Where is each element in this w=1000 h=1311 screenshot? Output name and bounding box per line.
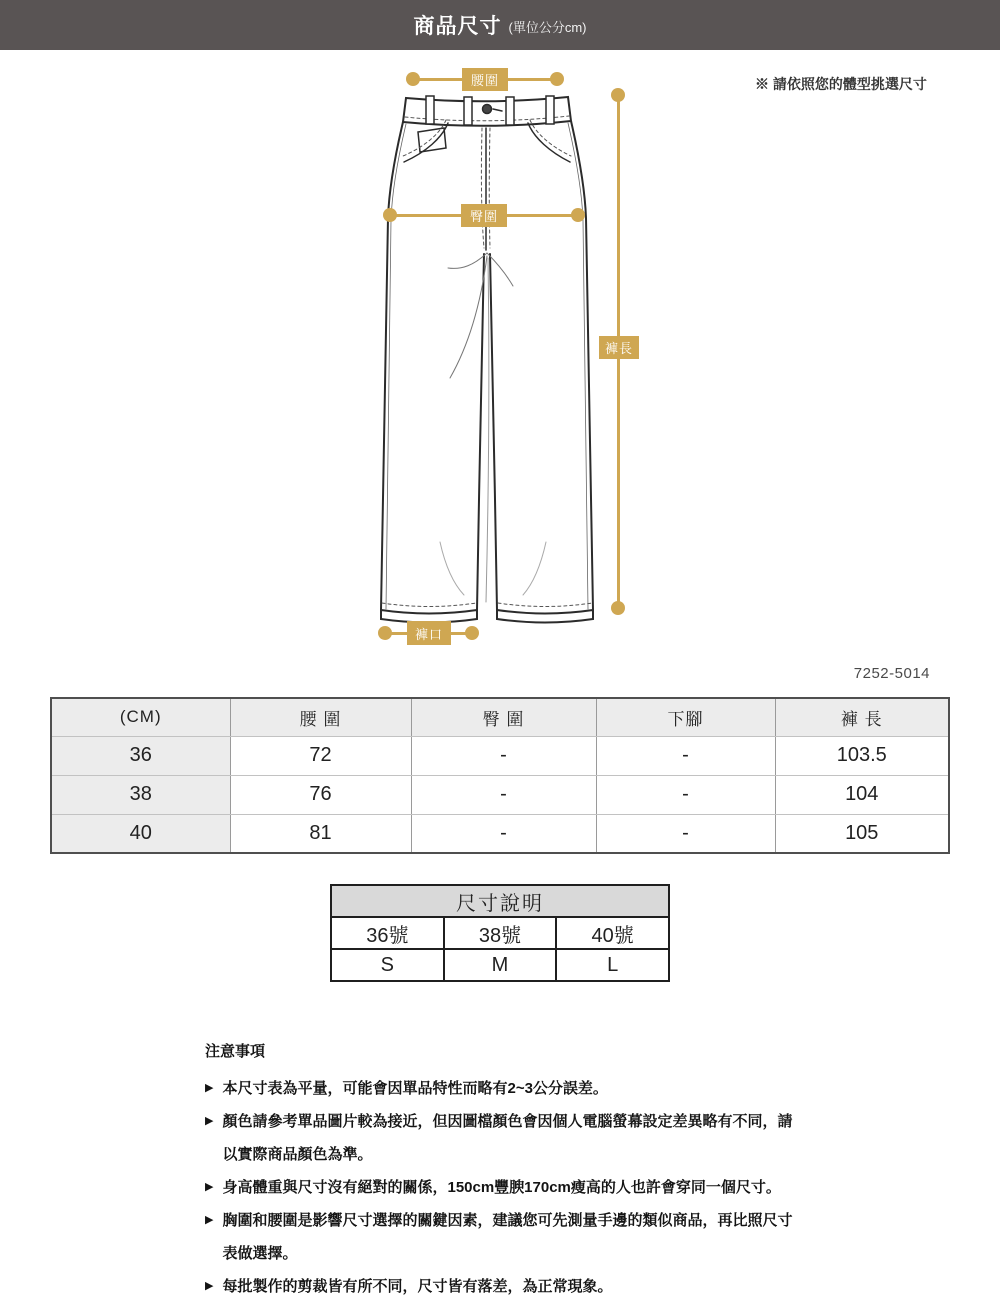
note-text: 本尺寸表為平量，可能會因單品特性而略有2~3公分誤差。: [222, 1080, 608, 1097]
bullet-arrow-icon: ▶: [205, 1082, 214, 1094]
legend-size-cell: 38號: [444, 917, 557, 949]
note-text: 每批製作的剪裁皆有所不同，尺寸皆有落差，為正常現象。: [222, 1278, 613, 1295]
list-item: [205, 1270, 885, 1303]
value-cell: -: [596, 736, 775, 775]
unit-note: (單位公分cm): [508, 20, 587, 35]
measure-dot-icon: [611, 88, 625, 102]
legend-letters-row: [331, 949, 669, 981]
value-cell: -: [596, 775, 775, 814]
legend-sizes-row: [331, 917, 669, 949]
list-item: [205, 1105, 885, 1171]
measure-dot-icon: [611, 601, 625, 615]
value-cell: -: [411, 814, 596, 853]
legend-letter-cell: S: [331, 949, 444, 981]
size-table: [50, 697, 950, 854]
table-row: [51, 736, 949, 775]
value-cell: 105: [775, 814, 949, 853]
legend-letter-cell: M: [444, 949, 557, 981]
col-header-waist: 腰 圍: [230, 698, 411, 736]
table-row: [51, 775, 949, 814]
col-header-leg-opening: 下腳: [596, 698, 775, 736]
waist-label: 腰圍: [462, 68, 508, 91]
bullet-arrow-icon: ▶: [205, 1181, 214, 1193]
note-text: 以實際商品顏色為準。: [222, 1146, 373, 1163]
notes-section: [205, 1040, 885, 1303]
bullet-arrow-icon: ▶: [205, 1280, 214, 1292]
size-legend-table: [330, 884, 670, 982]
note-text: 胸圍和腰圍是影響尺寸選擇的關鍵因素，建議您可先測量手邊的類似商品，再比照尺寸: [222, 1212, 793, 1229]
legend-title: 尺寸說明: [331, 885, 669, 917]
bullet-arrow-icon: ▶: [205, 1214, 214, 1226]
value-cell: -: [411, 736, 596, 775]
measure-dot-icon: [550, 72, 564, 86]
size-cell: 36: [51, 736, 230, 775]
value-cell: 103.5: [775, 736, 949, 775]
size-cell: 38: [51, 775, 230, 814]
list-item: [205, 1072, 885, 1105]
note-text: 身高體重與尺寸沒有絕對的關係，150cm豐腴170cm瘦高的人也許會穿同一個尺寸。: [222, 1179, 781, 1196]
value-cell: 72: [230, 736, 411, 775]
value-cell: -: [411, 775, 596, 814]
measure-dot-icon: [378, 626, 392, 640]
note-text: 表做選擇。: [222, 1245, 298, 1262]
fit-advice-note: ※ 請依照您的體型挑選尺寸: [755, 76, 927, 92]
measure-dot-icon: [383, 208, 397, 222]
value-cell: 76: [230, 775, 411, 814]
col-header-cm: (CM): [51, 698, 230, 736]
page-title: 商品尺寸: [413, 15, 502, 38]
product-code: 7252-5014: [853, 665, 930, 682]
measure-dot-icon: [465, 626, 479, 640]
col-header-hip: 臀 圍: [411, 698, 596, 736]
legend-size-cell: 36號: [331, 917, 444, 949]
notes-heading: 注意事項: [205, 1043, 266, 1060]
hem-label: 褲口: [407, 621, 451, 645]
value-cell: -: [596, 814, 775, 853]
measure-dot-icon: [406, 72, 420, 86]
hip-label: 臀圍: [461, 204, 507, 227]
value-cell: 104: [775, 775, 949, 814]
size-cell: 40: [51, 814, 230, 853]
measure-dot-icon: [571, 208, 585, 222]
legend-letter-cell: L: [556, 949, 669, 981]
note-text: 顏色請參考單品圖片較為接近，但因圖檔顏色會因個人電腦螢幕設定差異略有不同，請: [222, 1113, 793, 1130]
col-header-length: 褲 長: [775, 698, 949, 736]
pants-illustration: [378, 90, 608, 625]
length-label: 褲長: [599, 336, 639, 359]
list-item: [205, 1204, 885, 1270]
bullet-arrow-icon: ▶: [205, 1115, 214, 1127]
size-table-header-row: [51, 698, 949, 736]
value-cell: 81: [230, 814, 411, 853]
legend-header-row: [331, 885, 669, 917]
list-item: [205, 1171, 885, 1204]
table-row: [51, 814, 949, 853]
legend-size-cell: 40號: [556, 917, 669, 949]
header-bar: [0, 0, 1000, 50]
